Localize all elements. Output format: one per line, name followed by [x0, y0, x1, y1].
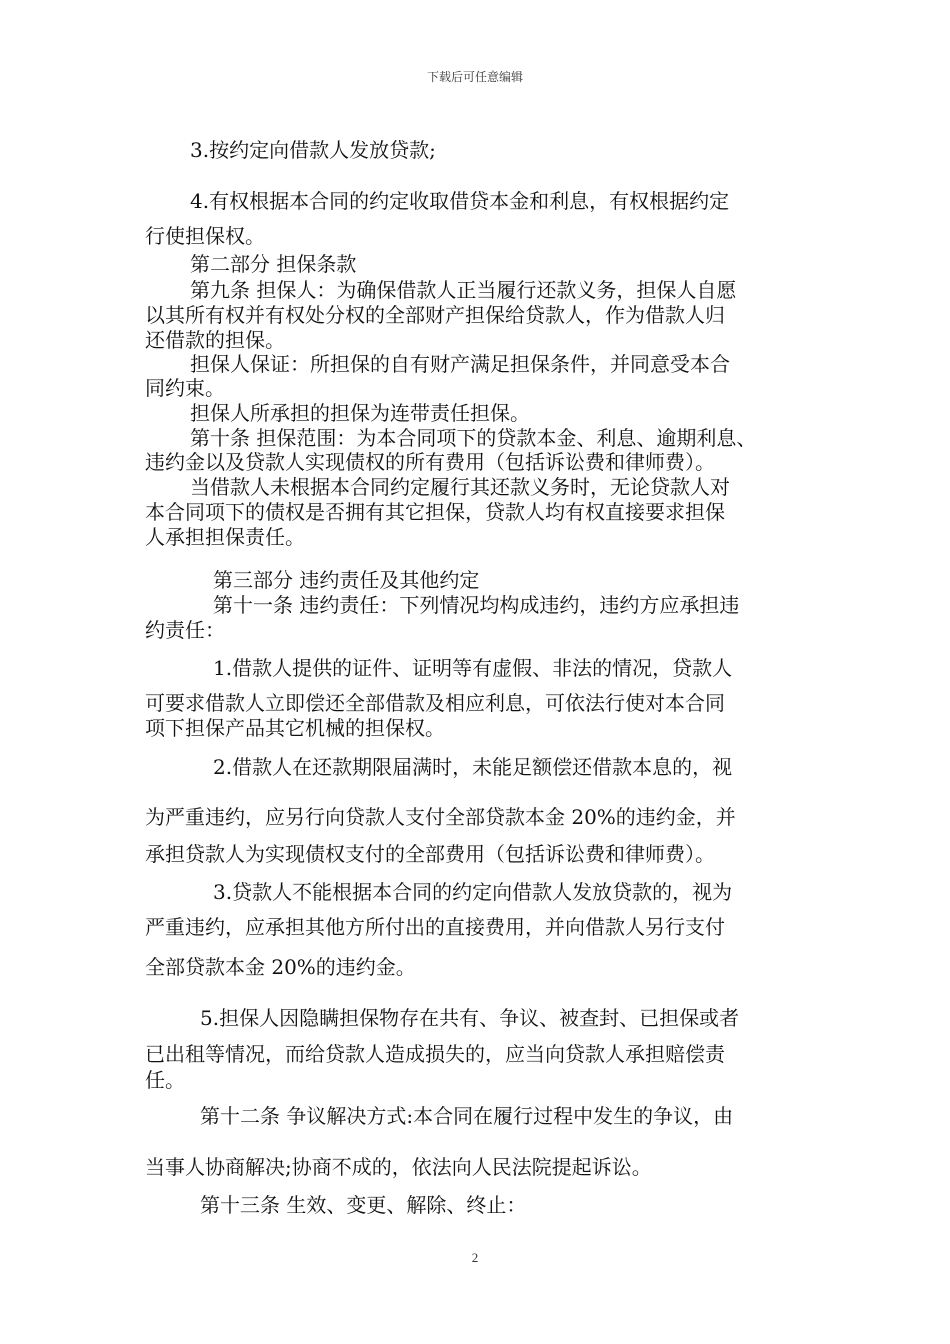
text-line: 当事人协商解决;协商不成的，依法向人民法院提起诉讼。	[145, 1155, 652, 1179]
text-line: 以其所有权并有权处分权的全部财产担保给贷款人，作为借款人归	[145, 303, 725, 327]
text-line: 可要求借款人立即偿还全部借款及相应利息，可依法行使对本合同	[145, 691, 725, 715]
section-heading: 第三部分 违约责任及其他约定	[213, 568, 480, 592]
text-line: 同约束。	[145, 376, 225, 400]
text-line: 违约金以及贷款人实现债权的所有费用（包括诉讼费和律师费）。	[145, 450, 715, 474]
section-heading: 第二部分 担保条款	[190, 252, 357, 276]
text-line: 第十条 担保范围：为本合同项下的贷款本金、利息、逾期利息、	[190, 426, 757, 450]
page-header: 下载后可任意编辑	[426, 70, 523, 84]
text-line: 任。	[145, 1068, 185, 1092]
text-line: 为严重违约，应另行向贷款人支付全部贷款本金 20%的违约金，并	[145, 805, 736, 829]
text-line: 严重违约，应承担其他方所付出的直接费用，并向借款人另行支付	[145, 915, 725, 939]
text-line: 第十一条 违约责任：下列情况均构成违约，违约方应承担违	[213, 593, 740, 617]
text-line: 担保人所承担的担保为连带责任担保。	[190, 401, 530, 425]
text-line: 第十三条 生效、变更、解除、终止：	[200, 1193, 527, 1217]
text-line: 当借款人未根据本合同约定履行其还款义务时，无论贷款人对	[190, 475, 730, 499]
text-line: 约责任：	[145, 618, 225, 642]
text-line: 还借款的担保。	[145, 328, 285, 352]
text-line: 1.借款人提供的证件、证明等有虚假、非法的情况，贷款人	[213, 656, 733, 680]
text-line: 3.按约定向借款人发放贷款;	[190, 138, 436, 162]
text-line: 3.贷款人不能根据本合同的约定向借款人发放贷款的，视为	[213, 880, 733, 904]
text-line: 本合同项下的债权是否拥有其它担保，贷款人均有权直接要求担保	[145, 500, 725, 524]
text-line: 已出租等情况，而给贷款人造成损失的，应当向贷款人承担赔偿责	[145, 1042, 725, 1066]
text-line: 5.担保人因隐瞒担保物存在共有、争议、被查封、已担保或者	[200, 1006, 740, 1030]
text-line: 4.有权根据本合同的约定收取借贷本金和利息，有权根据约定	[190, 189, 730, 213]
text-line: 人承担担保责任。	[145, 525, 305, 549]
page-number: 2	[471, 1250, 479, 1265]
text-line: 行使担保权。	[145, 224, 265, 248]
text-line: 承担贷款人为实现债权支付的全部费用（包括诉讼费和律师费）。	[145, 842, 715, 866]
text-line: 项下担保产品其它机械的担保权。	[145, 716, 445, 740]
text-line: 全部贷款本金 20%的违约金。	[145, 955, 416, 979]
text-line: 第十二条 争议解决方式:本合同在履行过程中发生的争议，由	[200, 1104, 734, 1128]
text-line: 2.借款人在还款期限届满时，未能足额偿还借款本息的，视	[213, 755, 733, 779]
text-line: 担保人保证：所担保的自有财产满足担保条件，并同意受本合	[190, 352, 730, 376]
text-line: 第九条 担保人：为确保借款人正当履行还款义务，担保人自愿	[190, 278, 737, 302]
